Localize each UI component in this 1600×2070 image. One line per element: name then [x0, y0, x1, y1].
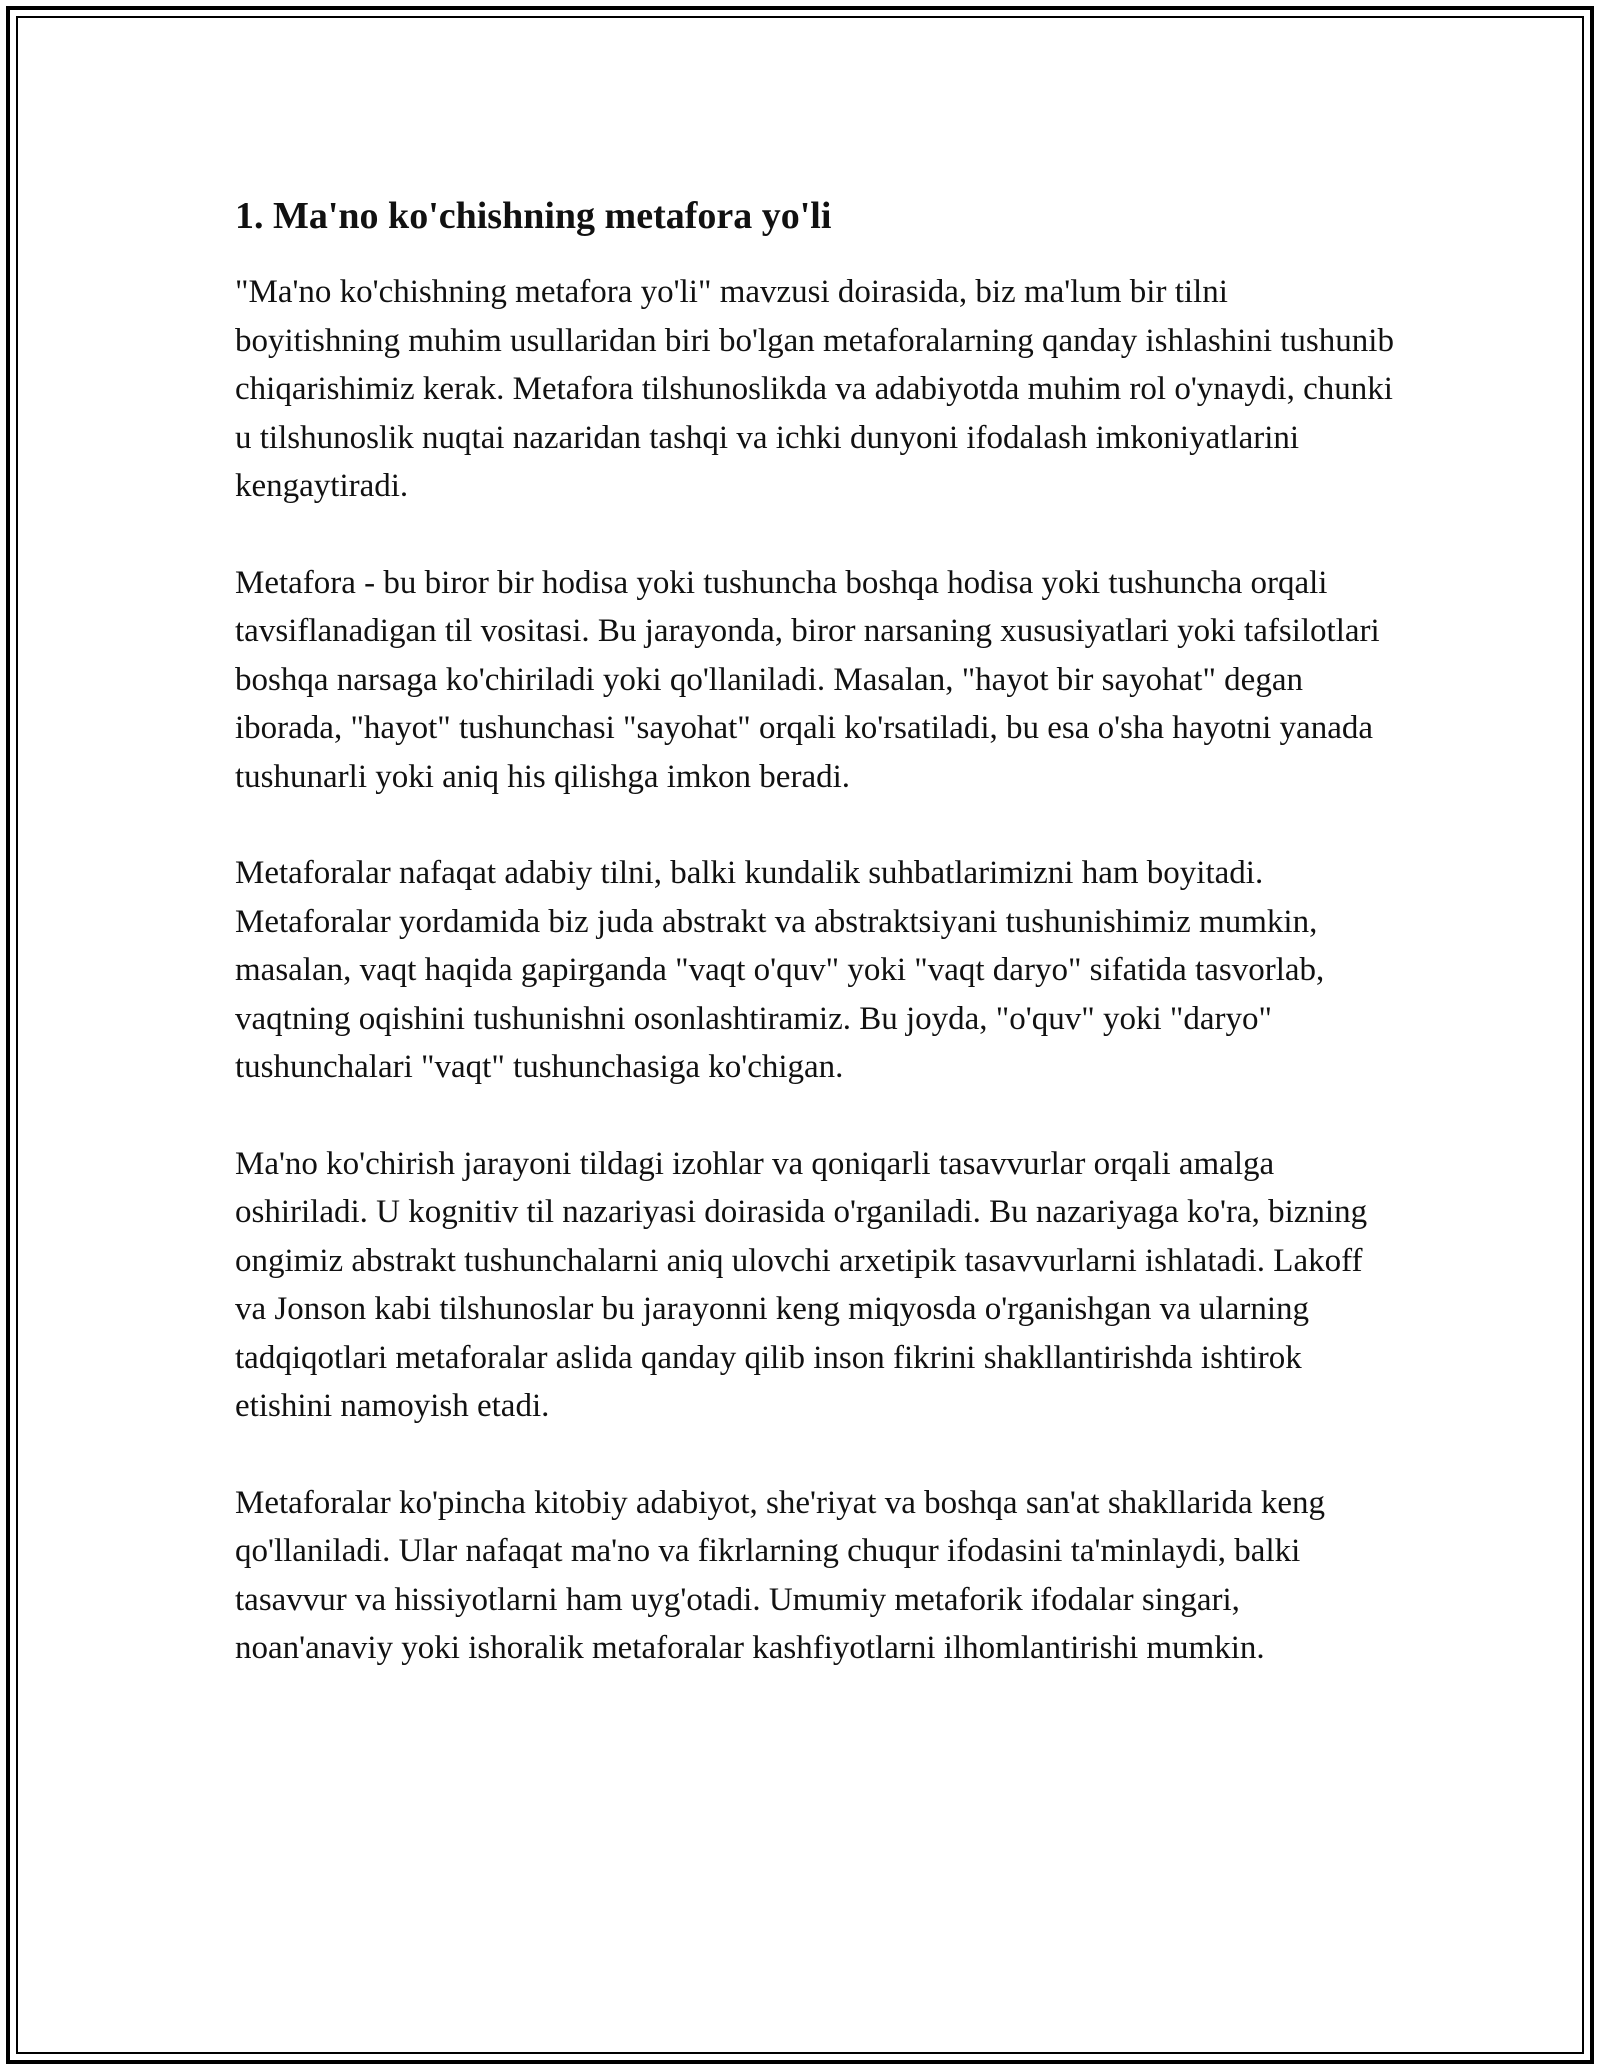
paragraph-2: Metafora - bu biror bir hodisa yoki tushuncha boshqa hodisa yoki tushuncha orqali tavsiflanadigan til vositasi. Bu jarayonda, biror narsaning xususiyatlari yoki tafsilotlari boshqa narsaga ko'chiriladi yoki qo'llaniladi. Masalan, "hayot bir sayohat" degan iborada, "hayot" tushunchasi "sayohat" orqali ko'rsatiladi, bu esa o'sha hayotni yanada tushunarli yoki aniq his qilishga imkon beradi.: [235, 564, 1380, 795]
paragraph-1: "Ma'no ko'chishning metafora yo'li" mavzusi doirasida, biz ma'lum bir tilni boyitishning muhim usullaridan biri bo'lgan metaforalarning qanday ishlashini tushunib chiqarishimiz kerak. Metafora tilshunoslikda va adabiyotda muhim rol o'ynaydi, chunki u tilshunoslik nuqtai nazaridan tashqi va ichki dunyoni ifodalash imkoniyatlarini kengaytiradi.: [235, 274, 1394, 504]
paragraph-3: Metaforalar nafaqat adabiy tilni, balki kundalik suhbatlarimizni ham boyitadi. Metaforalar yordamida biz juda abstrakt va abstraktsiyani tushunishimiz mumkin, masalan, vaqt haqida gapirganda "vaqt o'quv" yoki "vaqt daryo" sifatida tasvorlab, vaqtning oqishini tushunishni osonlashtiramiz. Bu joyda, "o'quv" yoki "daryo" tushunchalari "vaqt" tushunchasiga ko'chigan.: [235, 855, 1325, 1085]
paragraph-4: Ma'no ko'chirish jarayoni tildagi izohlar va qoniqarli tasavvurlar orqali amalga oshiriladi. U kognitiv til nazariyasi doirasida o'rganiladi. Bu nazariyaga ko'ra, bizning ongimiz abstrakt tushunchalarni aniq ulovchi arxetipik tasavvurlarni ishlatadi. Lakoff va Jonson kabi tilshunoslar bu jarayonni keng miqyosda o'rganishgan va ularning tadqiqotlari metaforalar aslida qanday qilib inson fikrini shakllantirishda ishtirok etishini namoyish etadi.: [235, 1145, 1368, 1424]
section-heading: 1. Ma'no ko'chishning metafora yo'li: [235, 195, 832, 237]
paragraph-5: Metaforalar ko'pincha kitobiy adabiyot, she'riyat va boshqa san'at shakllarida keng qo'llaniladi. Ular nafaqat ma'no va fikrlarning chuqur ifodasini ta'minlaydi, balki tasavvur va hissiyotlarni ham uyg'otadi. Umumiy metaforik ifodalar singari, noan'anaviy yoki ishoralik metaforalar kashfiyotlarni ilhomlantirishi mumkin.: [235, 1484, 1325, 1666]
document-body: [235, 190, 1395, 1721]
